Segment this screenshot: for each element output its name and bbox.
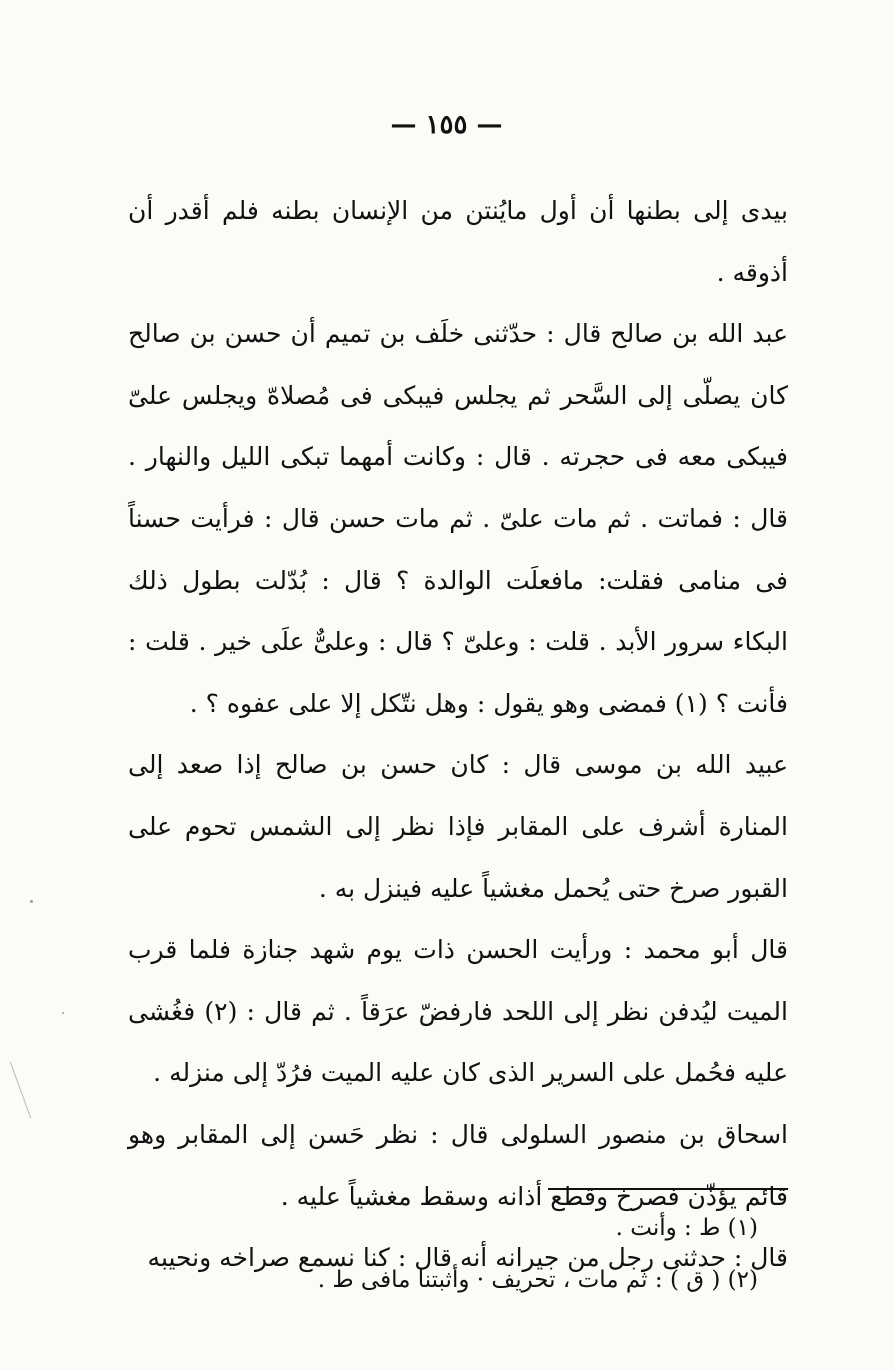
paragraph-3: عبيد الله بن موسى قال : كان حسن بن صالح إذا صعد إلى المنارة أشرف على المقابر فإذا نظر إلى الشمس تحوم على القبور صرخ حتى يُحمل مغشياً عليه فينزل به .: [128, 750, 788, 903]
scan-scratch: [10, 1062, 31, 1119]
body-text: [128, 180, 788, 1289]
page-number: — ١٥٥ —: [390, 110, 503, 140]
scan-speck: [30, 900, 33, 903]
paragraph-6: قال : حدثنى رجل من جيرانه أنه قال : كنا نسمع صراخه ونحيبه: [147, 1243, 788, 1273]
footnotes: [128, 1202, 758, 1306]
paragraph-1: بيدى إلى بطنها أن أول مايُنتن من الإنسان بطنه فلم أقدر أن أذوقه .: [128, 196, 788, 287]
footnote-2: (٢) ( ق ) : ثم مات ، تحريف · وأثبتنا مافى ط .: [317, 1267, 758, 1293]
paragraph-2: عبد الله بن صالح قال : حدّثنى خلَف بن تميم أن حسن بن صالح كان يصلّى إلى السَّحر ثم يجلس فيبكى فى مُصلاهّ ويجلس علىّ فيبكى معه فى حجرته . قال : وكانت أمهما تبكى الليل والنهار . قال : فماتت . ثم مات علىّ . ثم مات حسن قال : فرأيت حسناً فى منامى فقلت: مافعلَت الوالدة ؟ قال : بُدّلت بطول ذلك البكاء سرور الأبد . قلت : وعلىّ ؟ قال : وعلىٌّ علَى خير . قلت : فأنت ؟ (١) فمضى وهو يقول : وهل نتّكل إلا على عفوه ؟ .: [128, 319, 788, 718]
paragraph-4: قال أبو محمد : ورأيت الحسن ذات يوم شهد جنازة فلما قرب الميت ليُدفن نظر إلى اللحد فارفضّ عرَقاً . ثم قال : (٢) فغُشى عليه فحُمل على السرير الذى كان عليه الميت فرُدّ إلى منزله .: [128, 935, 788, 1088]
footnote-1: (١) ط : وأنت .: [615, 1215, 758, 1241]
paragraph-5: اسحاق بن منصور السلولى قال : نظر حَسن إلى المقابر وهو قائم يؤذّن فصرخ وقطع أذانه وسقط مغشياً عليه .: [128, 1119, 788, 1211]
scan-speck: [62, 1012, 64, 1014]
footnote-divider: [548, 1188, 788, 1190]
